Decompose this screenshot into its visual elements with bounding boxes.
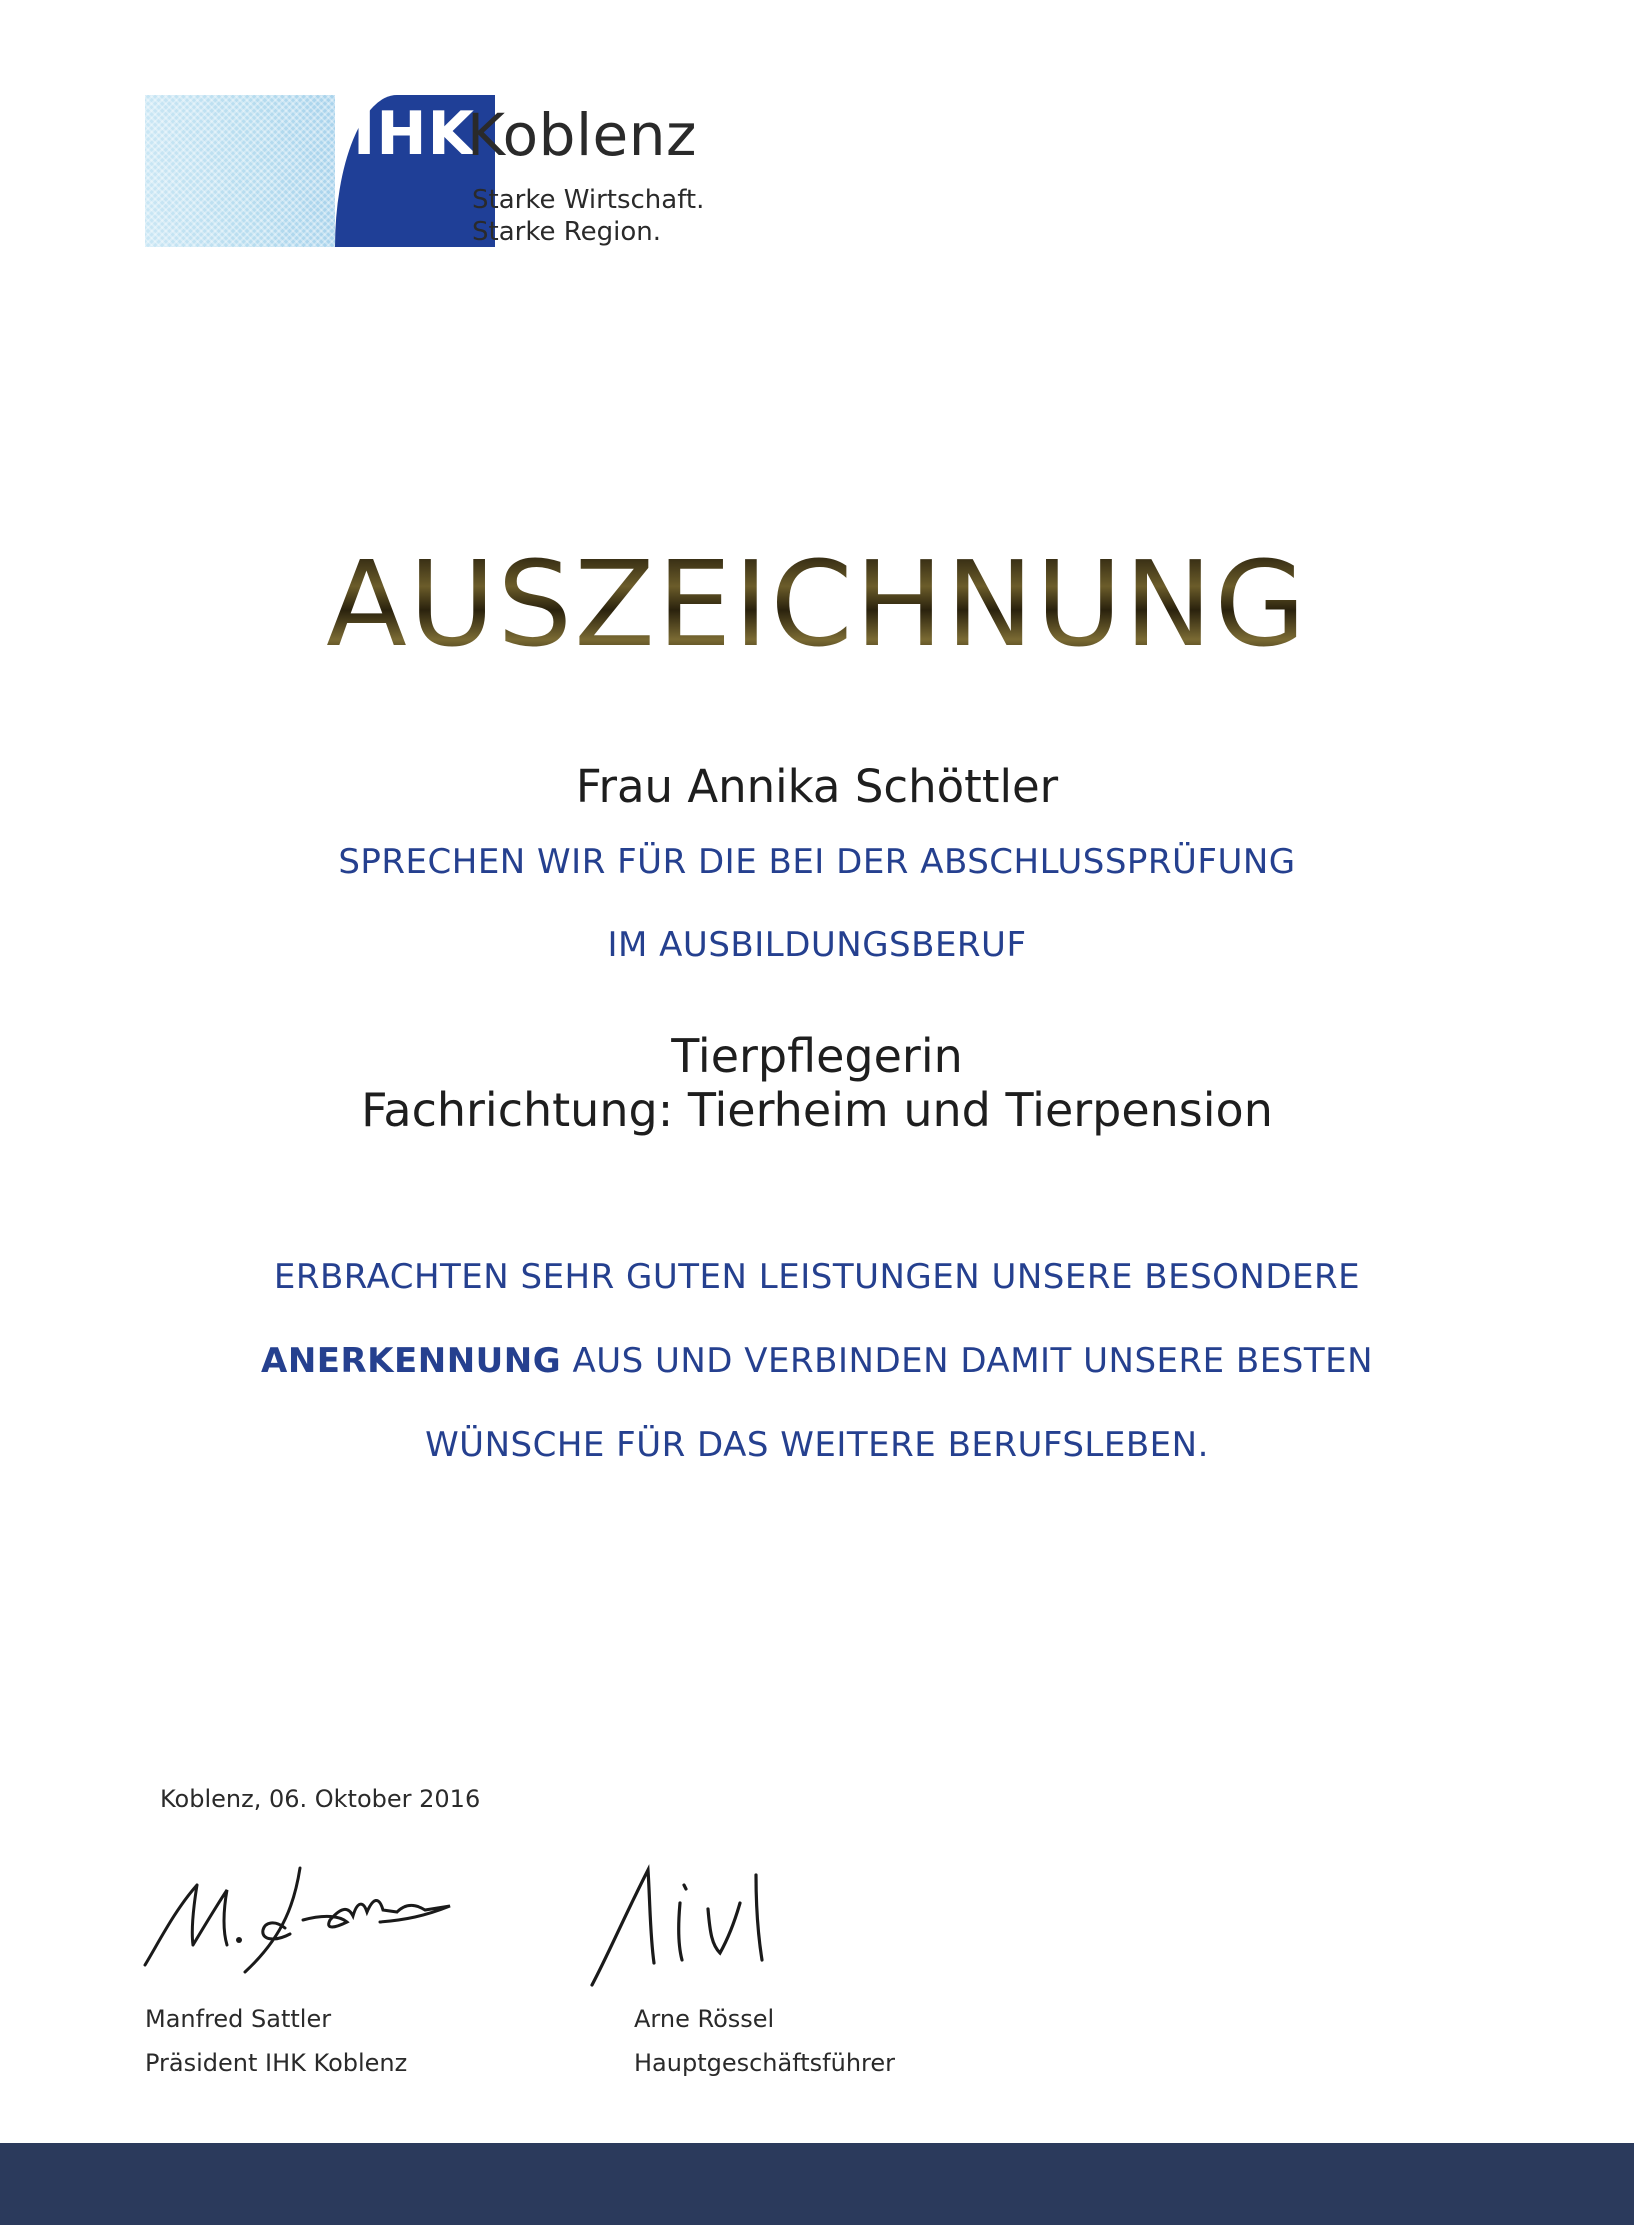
logo-claim-line2: Starke Region. bbox=[472, 217, 661, 247]
signer-1-name: Manfred Sattler bbox=[145, 2005, 332, 2033]
intro-line-2: IM AUSBILDUNGSBERUF bbox=[607, 925, 1027, 965]
signature-2-graphic bbox=[580, 1845, 840, 1995]
body-line-3: WÜNSCHE FÜR DAS WEITERE BERUFSLEBEN. bbox=[425, 1425, 1209, 1465]
intro-line-1: SPRECHEN WIR FÜR DIE BEI DER ABSCHLUSSPRÜFUNG bbox=[338, 842, 1296, 882]
profession-title: Tierpflegerin bbox=[671, 1029, 963, 1083]
logo-claim-line1: Starke Wirtschaft. bbox=[472, 185, 705, 215]
logo-abbr: IHK bbox=[353, 99, 476, 169]
signature-1-graphic bbox=[135, 1850, 465, 1980]
place-date: Koblenz, 06. Oktober 2016 bbox=[160, 1785, 481, 1813]
signer-1-role: Präsident IHK Koblenz bbox=[145, 2049, 408, 2077]
certificate-title: AUSZEICHNUNG bbox=[0, 545, 1634, 663]
body-line-2-rest: AUS UND VERBINDEN DAMIT UNSERE BESTEN bbox=[561, 1341, 1373, 1381]
profession-specialization: Fachrichtung: Tierheim und Tierpension bbox=[361, 1083, 1273, 1137]
ihk-logo bbox=[145, 95, 705, 250]
body-line-1: ERBRACHTEN SEHR GUTEN LEISTUNGEN UNSERE BESONDERE bbox=[273, 1257, 1361, 1297]
signer-2-role: Hauptgeschäftsführer bbox=[634, 2049, 896, 2077]
body-emphasis-word: ANERKENNUNG bbox=[261, 1341, 562, 1381]
logo-name: Koblenz bbox=[467, 101, 697, 169]
recipient-name: Frau Annika Schöttler bbox=[575, 760, 1059, 813]
bottom-band bbox=[0, 2143, 1634, 2225]
logo-pattern bbox=[145, 95, 335, 247]
body-line-2 bbox=[0, 1341, 1634, 1381]
signer-2-name: Arne Rössel bbox=[634, 2005, 775, 2033]
